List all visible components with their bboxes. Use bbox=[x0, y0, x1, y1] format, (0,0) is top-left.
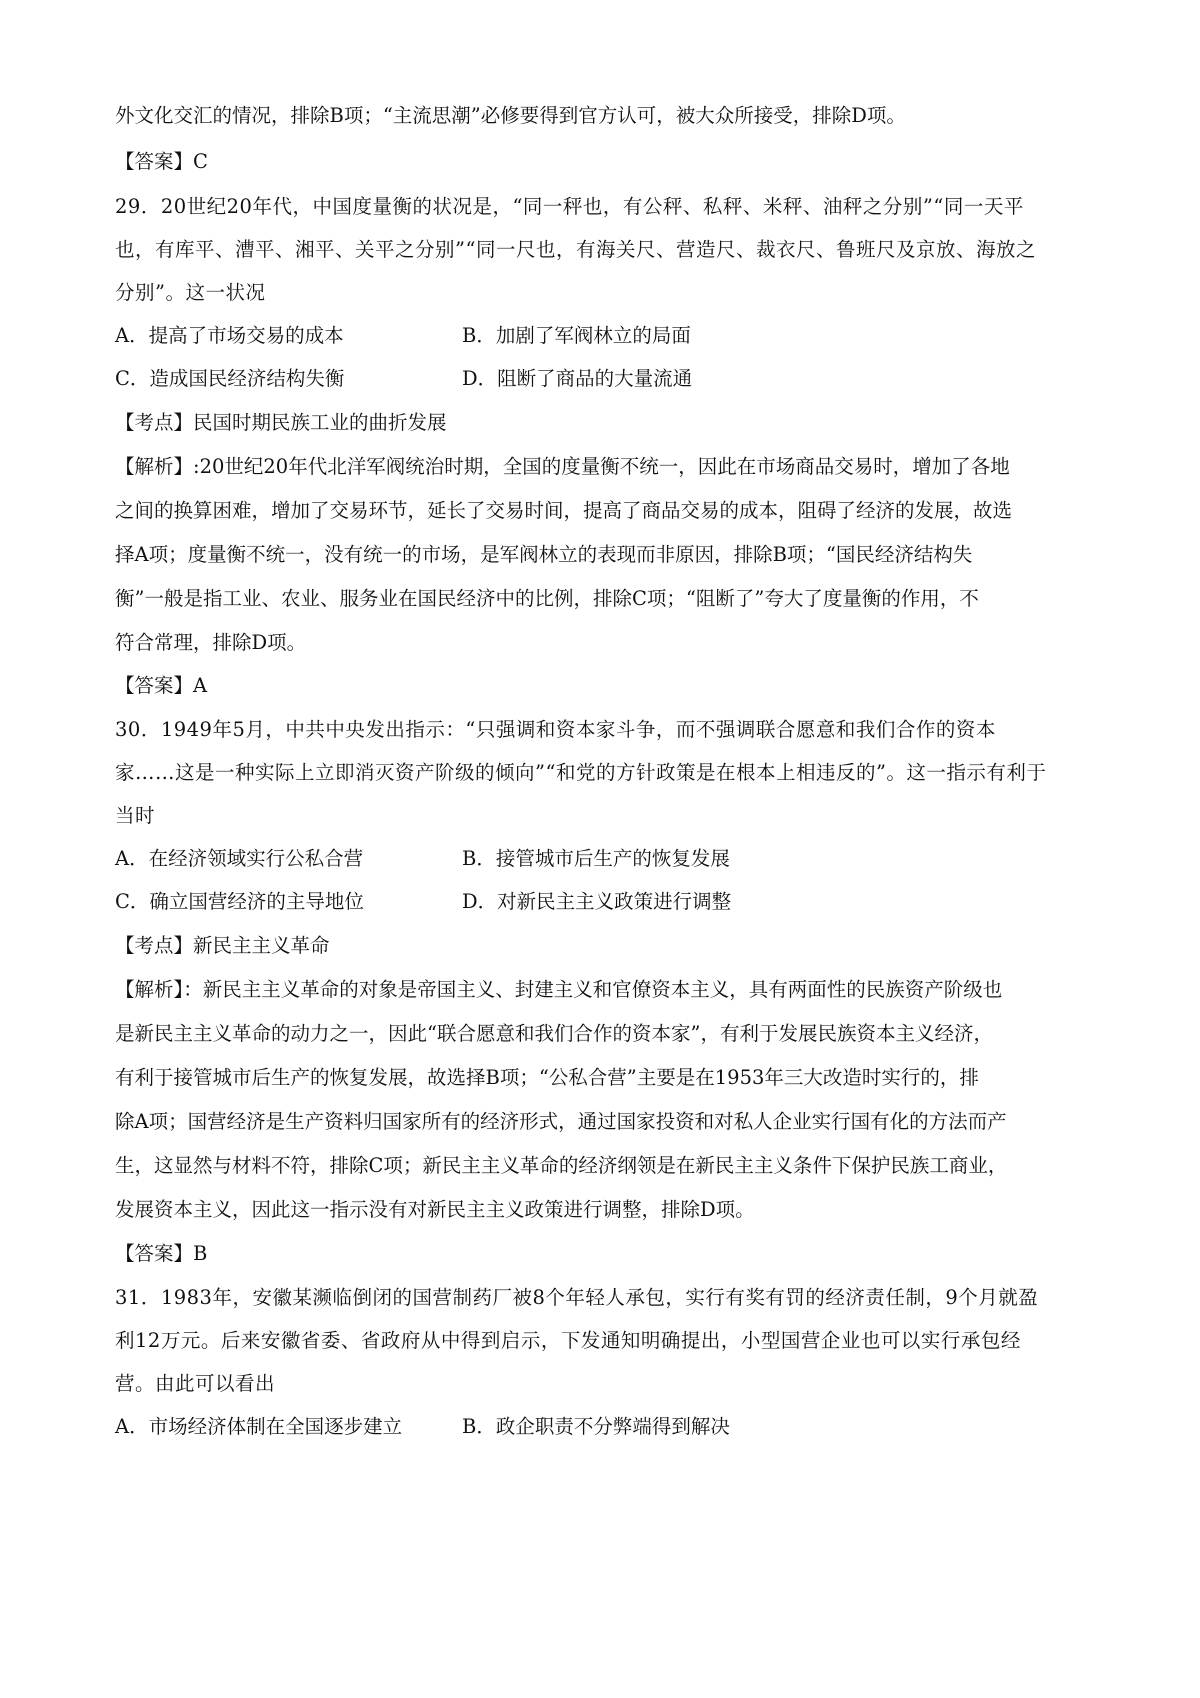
q31-stem-line-1: 31．1983年，安徽某濒临倒闭的国营制药厂被8个年轻人承包，实行有奖有罚的经济责任制，9个月就盈 bbox=[115, 1286, 1039, 1309]
q30-analysis-line-3: 有利于接管城市后生产的恢复发展，故选择B项；“公私合营”主要是在1953年三大改造时实行的，排 bbox=[115, 1066, 979, 1089]
q29-analysis-line-3: 择A项；度量衡不统一，没有统一的市场，是军阀林立的表现而非原因，排除B项；“国民经济结构失 bbox=[115, 543, 973, 566]
q30-answer: 【答案】B bbox=[115, 1242, 208, 1265]
q29-stem-line-1: 29．20世纪20年代，中国度量衡的状况是，“同一秤也，有公秤、私秤、米秤、油秤之分别”“同一天平 bbox=[115, 195, 1024, 218]
q30-option-a: A．在经济领域实行公私合营 bbox=[115, 847, 364, 870]
q29-option-b: B．加剧了军阀林立的局面 bbox=[462, 324, 691, 347]
q29-option-d: D．阻断了商品的大量流通 bbox=[462, 367, 693, 390]
q30-stem-line-3: 当时 bbox=[115, 804, 156, 827]
q29-option-c: C．造成国民经济结构失衡 bbox=[115, 367, 345, 390]
q30-stem-line-2: 家……这是一种实际上立即消灭资产阶级的倾向”“和党的方针政策是在根本上相违反的”。这一指示有利于 bbox=[115, 761, 1047, 784]
q31-stem-line-3: 营。由此可以看出 bbox=[115, 1372, 276, 1395]
q29-option-a: A．提高了市场交易的成本 bbox=[115, 324, 344, 347]
q29-stem-line-3: 分别”。这一状况 bbox=[115, 281, 266, 304]
q30-analysis-line-1: 【解析】：新民主主义革命的对象是帝国主义、封建主义和官僚资本主义，具有两面性的民族资产阶级也 bbox=[115, 978, 1003, 1001]
q29-analysis-line-4: 衡”一般是指工业、农业、服务业在国民经济中的比例，排除C项；“阻断了”夸大了度量衡的作用，不 bbox=[115, 587, 979, 610]
q30-option-b: B．接管城市后生产的恢复发展 bbox=[462, 847, 730, 870]
q30-option-d: D．对新民主主义政策进行调整 bbox=[462, 890, 732, 913]
prev-answer: 【答案】C bbox=[115, 150, 208, 173]
q29-point: 【考点】民国时期民族工业的曲折发展 bbox=[115, 411, 447, 434]
q31-option-a: A．市场经济体制在全国逐步建立 bbox=[115, 1415, 403, 1438]
q30-analysis-line-5: 生，这显然与材料不符，排除C项；新民主主义革命的经济纲领是在新民主主义条件下保护民族工商业， bbox=[115, 1154, 1008, 1177]
q29-analysis-line-2: 之间的换算困难，增加了交易环节，延长了交易时间，提高了商品交易的成本，阻碍了经济的发展，故选 bbox=[115, 499, 1013, 522]
q30-option-c: C．确立国营经济的主导地位 bbox=[115, 890, 364, 913]
q29-answer: 【答案】A bbox=[115, 674, 208, 697]
q30-analysis-line-6: 发展资本主义，因此这一指示没有对新民主主义政策进行调整，排除D项。 bbox=[115, 1198, 755, 1221]
q30-stem-line-1: 30．1949年5月，中共中央发出指示：“只强调和资本家斗争，而不强调联合愿意和我们合作的资本 bbox=[115, 718, 996, 741]
q29-stem-line-2: 也，有库平、漕平、湘平、关平之分别”“同一尺也，有海关尺、营造尺、裁衣尺、鲁班尺及京放、海放之 bbox=[115, 238, 1036, 261]
q29-analysis-line-1: 【解析】:20世纪20年代北洋军阀统治时期，全国的度量衡不统一，因此在市场商品交易时，增加了各地 bbox=[115, 455, 1010, 478]
q30-point: 【考点】新民主主义革命 bbox=[115, 934, 330, 957]
q29-analysis-line-5: 符合常理，排除D项。 bbox=[115, 631, 307, 654]
q31-option-b: B．政企职责不分弊端得到解决 bbox=[462, 1415, 730, 1438]
q31-stem-line-2: 利12万元。后来安徽省委、省政府从中得到启示，下发通知明确提出，小型国营企业也可以实行承包经 bbox=[115, 1329, 1021, 1352]
prev-analysis-tail: 外文化交汇的情况，排除B项；“主流思潮”必修要得到官方认可，被大众所接受，排除D项。 bbox=[115, 104, 906, 127]
q30-analysis-line-2: 是新民主主义革命的动力之一，因此“联合愿意和我们合作的资本家”，有利于发展民族资本主义经济， bbox=[115, 1022, 993, 1045]
q30-analysis-line-4: 除A项；国营经济是生产资料归国家所有的经济形式，通过国家投资和对私人企业实行国有化的方法而产 bbox=[115, 1110, 1007, 1133]
